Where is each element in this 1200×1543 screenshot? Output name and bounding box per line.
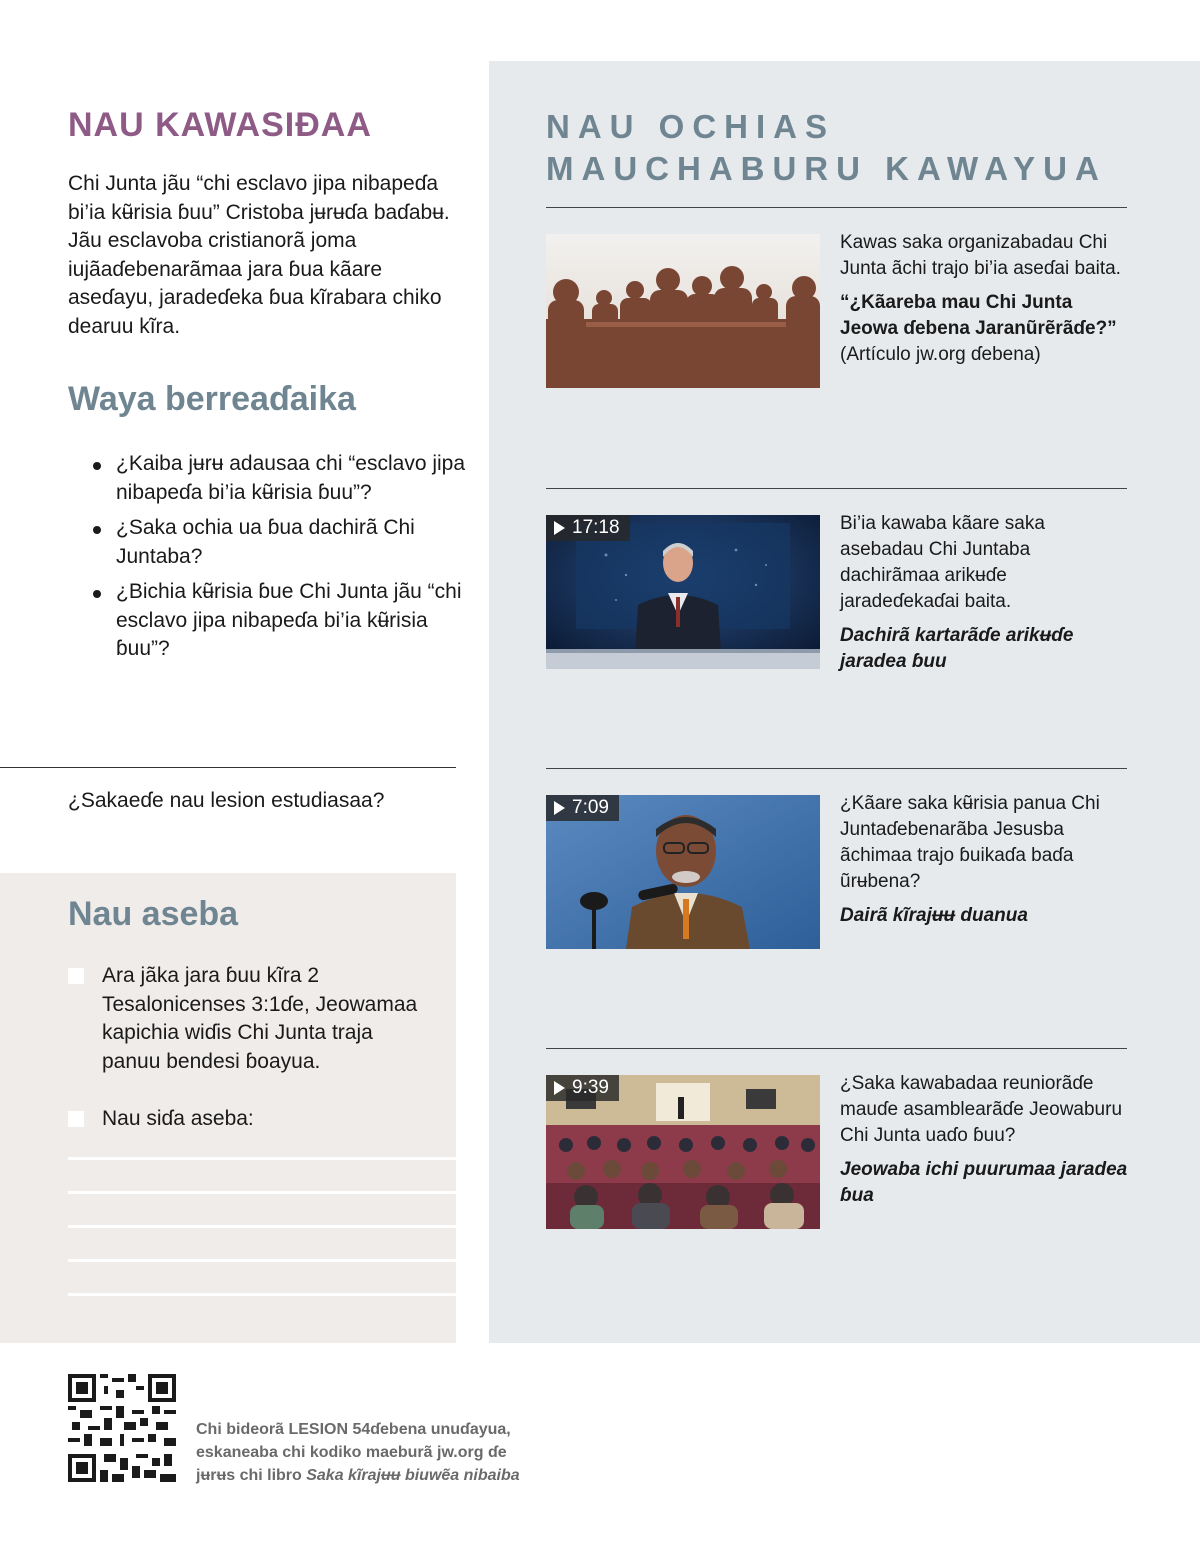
item-description: ¿Saka kawabadaa reuniorãɗe mauɗe asamblearãɗe Jeowaburu Chi Junta uaɗo ɓuu? [840, 1073, 1123, 1146]
review-list [92, 450, 472, 671]
divider [546, 488, 1127, 489]
review-item-text: ¿Bichia kʉ̃risia ɓue Chi Junta jãu “chi esclavo jipa nibapeɗa bi’ia kʉ̃risia ɓuu”? [116, 580, 462, 660]
goal-title: Nau aseba [68, 895, 239, 933]
play-icon [554, 1081, 565, 1095]
item-description: Kawas saka organizabadau Chi Junta ãchi trajo bi’ia aseɗai baita. [840, 232, 1121, 279]
video-title[interactable]: Jeowaba ichi puurumaa jaradea ɓua [840, 1159, 1128, 1206]
article-source: (Artículo jw.org ɗebena) [840, 344, 1041, 365]
item-description: ¿Kãare saka kʉ̃risia panua Chi Juntaɗebenarãba Jesusba ãchimaa trajo ɓuikaɗa baɗa ũrʉbena? [840, 793, 1100, 892]
goal-item [68, 962, 428, 1076]
review-item [92, 578, 472, 664]
video-duration: 9:39 [572, 1077, 609, 1098]
divider [546, 1048, 1127, 1049]
review-item [92, 514, 472, 571]
meeting-silhouette-image [546, 234, 820, 388]
article-link[interactable]: “¿Kãareba mau Chi Junta Jeowa ɗebena Jaranũrẽrãɗe?” [840, 292, 1117, 339]
writing-line[interactable] [68, 1225, 456, 1228]
video-text [840, 791, 1130, 929]
qr-code-icon[interactable] [68, 1374, 176, 1482]
item-description: Bi’ia kawaba kãare saka asebadau Chi Juntaba dachirãmaa arikʉɗe jaradeɗekaɗai baita. [840, 513, 1045, 612]
footer-text [196, 1418, 596, 1487]
summary-title: NAU KAWASIƉAA [68, 106, 372, 144]
goal-item [68, 1105, 428, 1134]
goal-item-text: Nau siɗa aseba: [102, 1107, 254, 1130]
footer-line [196, 1464, 596, 1487]
bullet-icon [93, 590, 101, 598]
article-text [840, 230, 1130, 368]
footer-line: eskaneaba chi kodiko maeburã jw.org ɗe [196, 1444, 507, 1461]
video-thumbnail[interactable] [546, 795, 820, 949]
review-item-text: ¿Saka ochia ua ɓua dachirã Chi Juntaba? [116, 516, 415, 568]
checkbox[interactable] [68, 1111, 84, 1127]
writing-line[interactable] [68, 1293, 456, 1296]
bullet-icon [93, 526, 101, 534]
video-title[interactable]: Dairã kĩrajʉʉ duanua [840, 905, 1028, 926]
article-thumbnail[interactable] [546, 234, 820, 388]
study-question: ¿Sakaeɗe nau lesion estudiasaa? [68, 789, 385, 812]
video-duration-badge [546, 515, 630, 541]
divider [546, 207, 1127, 208]
book-title: Saka kĩrajʉʉ biuwẽa nibaiba [306, 1467, 520, 1484]
footer-line: Chi bideorã LESION 54ɗebena unuɗayua, [196, 1421, 511, 1438]
video-duration: 7:09 [572, 797, 609, 818]
summary-text: Chi Junta jãu “chi esclavo jipa nibapeɗa bi’ia kʉ̃risia ɓuu” Cristoba jʉrʉɗa baɗabʉ. Jãu esclavoba cristianorã joma iujãaɗebenarãmaa jara ɓua kãare aseɗayu, jaradeɗeka ɓua kĩrabara chiko dearuu kĩra. [68, 172, 450, 338]
checkbox[interactable] [68, 968, 84, 984]
video-text [840, 1071, 1130, 1209]
writing-line[interactable] [68, 1191, 456, 1194]
video-title[interactable]: Dachirã kartarãɗe arikʉɗe jaradea ɓuu [840, 625, 1074, 672]
divider [546, 768, 1127, 769]
writing-line[interactable] [68, 1157, 456, 1160]
divider [0, 767, 456, 768]
bullet-icon [93, 462, 101, 470]
goal-item-text: Ara jãka jara ɓuu kĩra 2 Tesalonicenses 3:1ɗe, Jeowamaa kapichia wiɗis Chi Junta traja panuu bendesi ɓoayua. [102, 964, 418, 1073]
review-item-text: ¿Kaiba jʉrʉ adausaa chi “esclavo jipa nibapeɗa bi’ia kʉ̃risia ɓuu”? [116, 452, 466, 504]
video-duration-badge [546, 1075, 619, 1101]
writing-line[interactable] [68, 1259, 456, 1262]
video-duration-badge [546, 795, 619, 821]
footer-line-prefix: jʉrʉs chi libro [196, 1467, 307, 1484]
play-icon [554, 521, 565, 535]
video-duration: 17:18 [572, 517, 620, 538]
explore-title: NAU OCHIAS MAUCHABURU KAWAYUA [546, 108, 1107, 187]
video-thumbnail[interactable] [546, 1075, 820, 1229]
video-thumbnail[interactable] [546, 515, 820, 669]
review-title: Waya berreaɗaika [68, 380, 356, 418]
review-item [92, 450, 472, 507]
play-icon [554, 801, 565, 815]
video-text [840, 511, 1130, 675]
